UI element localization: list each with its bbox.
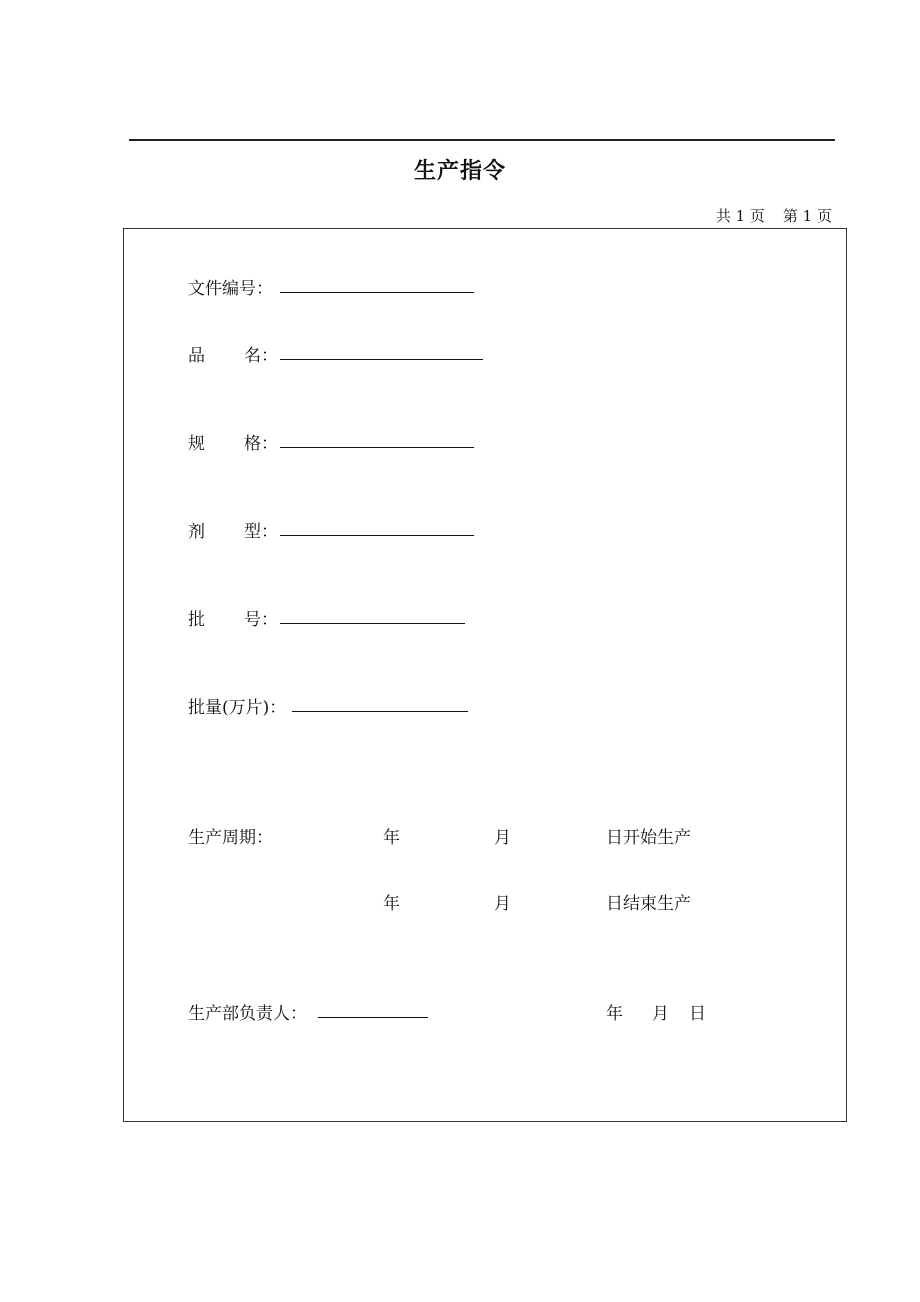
cycle-end-text: 日结束生产 xyxy=(606,894,691,914)
batch-quantity-field[interactable] xyxy=(292,711,468,712)
page-current: 第 1 页 xyxy=(782,207,832,225)
cycle-end-month: 月 xyxy=(494,894,511,914)
file-number-field[interactable] xyxy=(280,292,474,293)
cycle-start-month: 月 xyxy=(494,828,511,848)
dosage-form-label-right: 型： xyxy=(244,522,278,542)
form-frame xyxy=(123,228,847,1122)
production-head-signature-field[interactable] xyxy=(318,1017,428,1018)
file-number-label: 文件编号： xyxy=(188,279,273,299)
top-rule xyxy=(129,139,835,141)
batch-number-label-right: 号： xyxy=(244,610,278,630)
document-title: 生产指令 xyxy=(413,159,506,184)
production-head-label: 生产部负责人： xyxy=(188,1004,307,1024)
specification-label-left: 规 xyxy=(188,434,205,454)
signoff-month: 月 xyxy=(652,1004,669,1024)
cycle-start-text: 日开始生产 xyxy=(606,828,691,848)
specification-label-right: 格： xyxy=(244,434,278,454)
dosage-form-field[interactable] xyxy=(280,535,474,536)
cycle-end-year: 年 xyxy=(383,894,400,914)
product-name-label-right: 名： xyxy=(244,346,278,366)
dosage-form-label-left: 剂 xyxy=(188,522,205,542)
product-name-label-left: 品 xyxy=(188,346,205,366)
production-cycle-label: 生产周期： xyxy=(188,828,273,848)
page-info xyxy=(716,205,832,226)
signoff-day: 日 xyxy=(689,1004,706,1024)
product-name-field[interactable] xyxy=(280,359,483,360)
signoff-year: 年 xyxy=(606,1004,623,1024)
batch-number-field[interactable] xyxy=(280,623,465,624)
specification-field[interactable] xyxy=(280,447,474,448)
batch-number-label-left: 批 xyxy=(188,610,205,630)
batch-quantity-label: 批量(万片)： xyxy=(188,698,287,718)
cycle-start-year: 年 xyxy=(383,828,400,848)
page-total: 共 1 页 xyxy=(715,207,765,225)
